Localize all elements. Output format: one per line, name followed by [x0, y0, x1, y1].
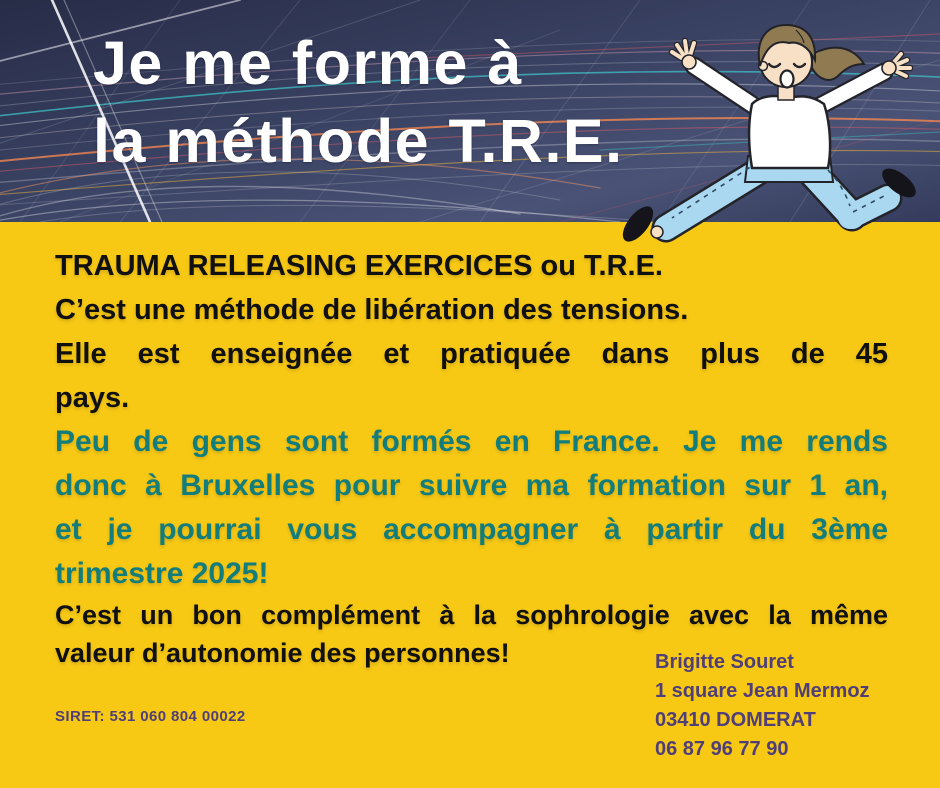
intro-line-2: C’est une méthode de libération des tensions.	[55, 294, 689, 326]
page-title	[93, 24, 624, 180]
highlight-line-4: trimestre 2025!	[55, 557, 269, 590]
closing-line-1: C’est un bon complément à la sophrologie avec la même	[55, 600, 888, 630]
body-copy	[55, 244, 888, 672]
closing-line-2: valeur d’autonomie des personnes!	[55, 638, 510, 668]
title-line-2: la méthode T.R.E.	[93, 107, 624, 175]
highlight-line-1: Peu de gens sont formés en France. Je me rends	[55, 425, 888, 458]
intro-line-1: TRAUMA RELEASING EXERCICES ou T.R.E.	[55, 250, 663, 282]
title-line-1: Je me forme à	[93, 29, 523, 97]
jumping-woman-illustration	[600, 8, 940, 276]
contact-address1: 1 square Jean Mermoz	[655, 680, 870, 702]
contact-block	[655, 648, 870, 764]
intro-line-3: Elle est enseignée et pratiquée dans plus de 45	[55, 338, 888, 370]
contact-address2: 03410 DOMERAT	[655, 709, 816, 731]
intro-line-4: pays.	[55, 382, 130, 414]
contact-phone: 06 87 96 77 90	[655, 738, 789, 760]
contact-name: Brigitte Souret	[655, 651, 794, 673]
siret-number: SIRET: 531 060 804 00022	[55, 708, 246, 725]
highlight-line-3: et je pourrai vous accompagner à partir du 3ème	[55, 513, 888, 546]
highlight-line-2: donc à Bruxelles pour suivre ma formation sur 1 an,	[55, 469, 888, 502]
